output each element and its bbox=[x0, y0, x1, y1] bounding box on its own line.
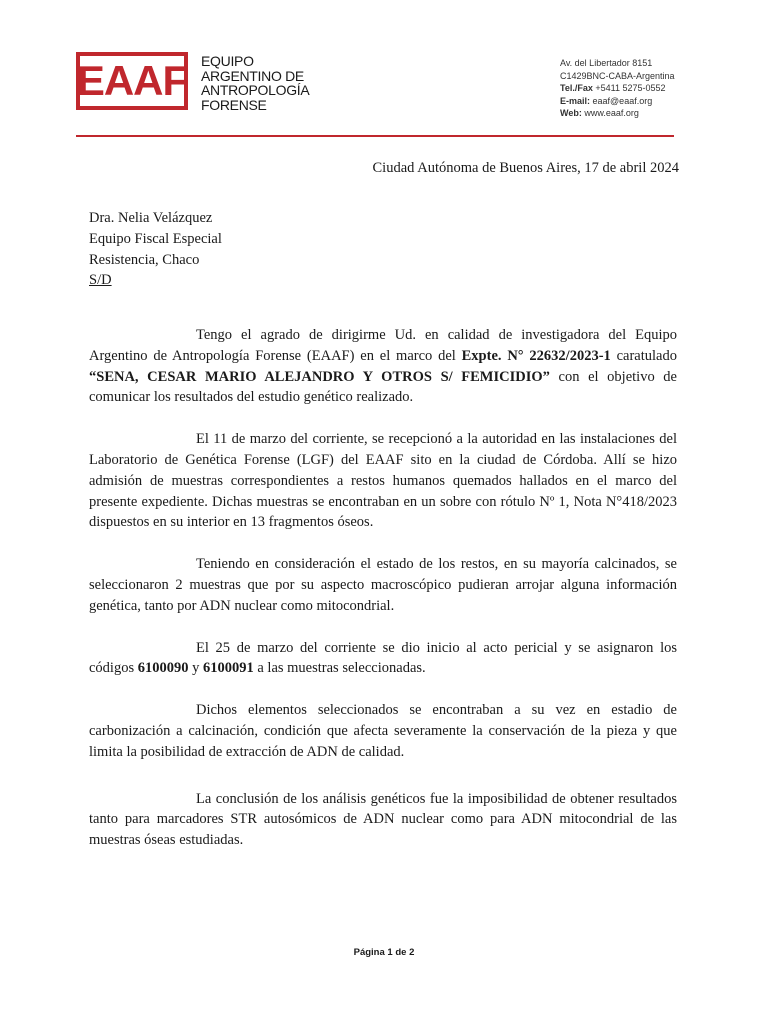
email-value: eaaf@eaaf.org bbox=[592, 95, 653, 106]
p1-text-c: con el objetivo de comunicar los resultados del estudio genético realizado. bbox=[89, 368, 677, 406]
org-name bbox=[201, 54, 309, 112]
email-label: E-mail: bbox=[560, 95, 591, 106]
page-number bbox=[0, 947, 768, 958]
org-name-line: EQUIPO bbox=[201, 53, 254, 69]
date-line: Ciudad Autónoma de Buenos Aires, 17 de abril 2024 bbox=[372, 160, 679, 176]
paragraph-3: Teniendo en consideración el estado de los restos, en su mayoría calcinados, se seleccionaron 2 muestras que por su aspecto macroscópico pudieran arrojar alguna información genética, tanto por ADN nuclear como mitocondrial. bbox=[89, 556, 677, 614]
email-line bbox=[560, 95, 675, 108]
page-of: de bbox=[395, 947, 407, 958]
p4-text-b: y bbox=[188, 660, 203, 677]
recipient-block bbox=[89, 208, 222, 291]
web-label: Web: bbox=[560, 108, 582, 118]
org-name-line: ANTROPOLOGÍA bbox=[201, 82, 310, 98]
recipient-name: Dra. Nelia Velázquez bbox=[89, 210, 213, 226]
page-word: Página bbox=[353, 947, 385, 958]
paragraph-2: El 11 de marzo del corriente, se recepcionó a la autoridad en las instalaciones del Laboratorio de Genética Forense (LGF) del EAAF sito en la ciudad de Córdoba. Allí se hizo admisión de muestras correspondientes a restos humanos quemados hallados en el marco del presente expediente. Dichas muestras se encontraban en un sobre con rótulo Nº 1, Nota N°418/2023 dispuestos en su interior en 13 fragmentos óseos. bbox=[89, 431, 677, 531]
address-line: Av. del Libertador 8151 bbox=[560, 58, 653, 68]
page-total: 2 bbox=[409, 947, 415, 958]
p4-text-a: El 25 de marzo del corriente se dio inicio al acto pericial y se asignaron los códigos bbox=[89, 639, 677, 677]
p1-text-a: Tengo el agrado de dirigirme Ud. en calidad de investigadora del Equipo Argentino de Antropología Forense (EAAF) en el marco del bbox=[89, 327, 677, 364]
org-name-line: FORENSE bbox=[201, 96, 267, 113]
org-name-line: ARGENTINO DE bbox=[201, 67, 304, 84]
recipient-location: Resistencia, Chaco bbox=[89, 251, 200, 268]
phone-value: +5411 5275-0552 bbox=[595, 83, 666, 93]
sample-code-2: 6100091 bbox=[202, 660, 254, 677]
logo-mark: EAAF bbox=[76, 57, 188, 104]
p1-text-b: caratulado bbox=[610, 347, 677, 364]
phone-label: Tel./Fax bbox=[560, 83, 593, 93]
web-line bbox=[560, 107, 675, 120]
paragraph-1 bbox=[89, 325, 677, 408]
case-title: “SENA, CESAR MARIO ALEJANDRO Y OTROS S/ FEMICIDIO” bbox=[89, 368, 550, 385]
paragraph-6: La conclusión de los análisis genéticos fue la imposibilidad de obtener resultados tanto para marcadores STR autosómicos de ADN nuclear como para ADN mitocondrial de las muestras óseas estudiadas. bbox=[89, 790, 677, 849]
p4-text-c: a las muestras seleccionadas. bbox=[253, 660, 426, 677]
paragraph-4 bbox=[89, 638, 677, 680]
page-current: 1 bbox=[387, 947, 393, 958]
address-line: C1429BNC-CABA-Argentina bbox=[560, 70, 675, 81]
recipient-office: Equipo Fiscal Especial bbox=[89, 230, 222, 247]
sample-code-1: 6100090 bbox=[137, 660, 189, 677]
contact-block bbox=[560, 57, 675, 120]
expediente-number: Expte. N° 22632/2023-1 bbox=[461, 347, 611, 364]
phone-line bbox=[560, 82, 675, 95]
eaaf-logo bbox=[76, 52, 188, 110]
recipient-sd: S/D bbox=[89, 272, 112, 289]
header-divider bbox=[76, 135, 674, 137]
paragraph-5: Dichos elementos seleccionados se encontraban a su vez en estadio de carbonización a calcinación, condición que afecta severamente la conservación de la pieza y que limita la posibilidad de extracción de ADN de calidad. bbox=[89, 702, 677, 760]
web-value: www.eaaf.org bbox=[584, 108, 639, 118]
letter-body bbox=[89, 325, 677, 851]
